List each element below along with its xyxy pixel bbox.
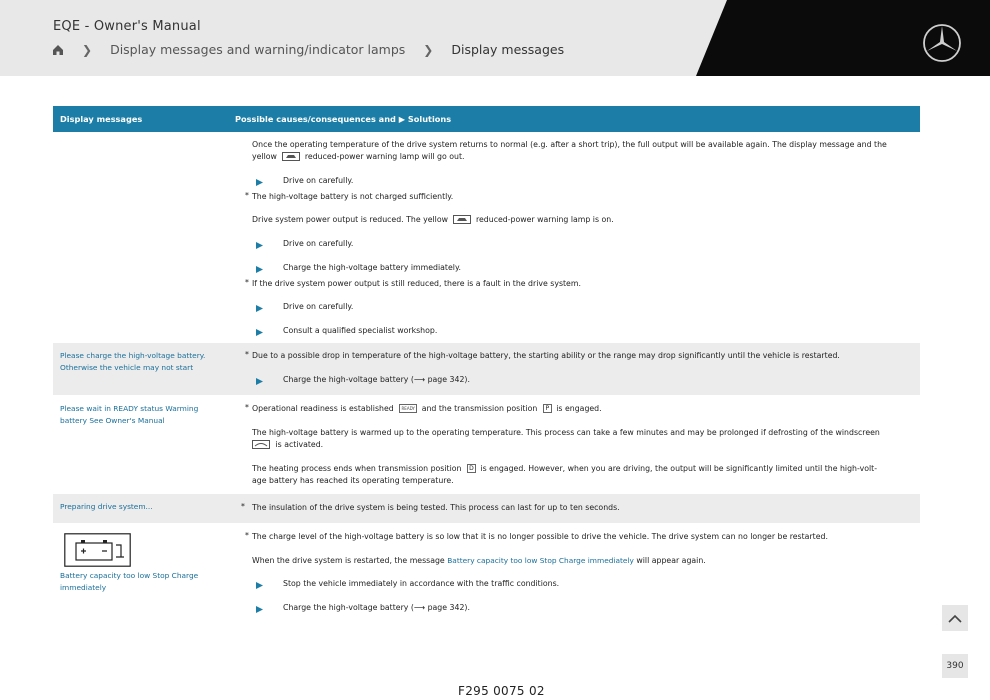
- reduced-power-warning-icon: [453, 215, 471, 224]
- bullet-mark: *: [245, 403, 249, 412]
- text-line: The high-voltage battery is warmed up to the operating temperature. This process can take a few minutes and may be prolonged if defrosting of the windscreen: [252, 428, 880, 437]
- cause-text: Due to a possible drop in temperature of the high-voltage battery, the starting ability or the range may drop significantly until the vehicle is restarted.: [252, 351, 840, 360]
- table-row: [53, 494, 920, 523]
- cause-text: The charge level of the high-voltage battery is so low that it is no longer possible to drive the vehicle. The drive system can no longer be restarted.: [252, 532, 828, 541]
- bullet-mark: *: [241, 502, 245, 511]
- image-code: F295 0075 02: [458, 684, 545, 698]
- breadcrumb-item-display-messages: Display messages: [451, 42, 565, 57]
- display-message-text[interactable]: Battery capacity too low Stop Charge immediately: [60, 571, 199, 592]
- breadcrumb-item-display-messages-lamps[interactable]: Display messages and warning/indicator lamps: [110, 42, 406, 57]
- solution-text[interactable]: Charge the high-voltage battery (⟶ page 342).: [283, 375, 470, 384]
- reduced-power-warning-icon: [282, 152, 300, 161]
- solution-text: Charge the high-voltage battery immediately.: [283, 263, 461, 272]
- table-row: [53, 523, 920, 625]
- text-fragment: will appear again.: [636, 556, 706, 565]
- bullet-mark: *: [245, 531, 249, 540]
- text-fragment: Drive system power output is reduced. The yellow: [252, 215, 448, 224]
- scroll-to-top-button[interactable]: [942, 605, 968, 631]
- solution-arrow-icon: [256, 606, 263, 613]
- gear-p-icon: P: [543, 404, 552, 413]
- text-fragment: yellow: [252, 152, 277, 161]
- text-fragment: Operational readiness is established: [252, 404, 394, 413]
- windscreen-defrost-icon: [252, 440, 270, 449]
- chevron-right-icon: ❯: [82, 42, 93, 57]
- cause-text: [252, 404, 602, 414]
- cause-text: The insulation of the drive system is being tested. This process can last for up to ten seconds.: [252, 503, 620, 512]
- text-line: age battery has reached its operating temperature.: [252, 476, 454, 485]
- text-fragment: is engaged. However, when you are driving, the output will be significantly limited until the high-volt-: [480, 464, 878, 473]
- solution-text: Drive on carefully.: [283, 176, 354, 185]
- table-row: [53, 343, 920, 395]
- text-line: [252, 215, 614, 225]
- text-fragment: and the transmission position: [421, 404, 538, 413]
- display-messages-table: [53, 106, 920, 625]
- page-header: [0, 0, 990, 76]
- solution-text: Drive on carefully.: [283, 302, 354, 311]
- text-fragment: is engaged.: [556, 404, 602, 413]
- text-fragment: When the drive system is restarted, the message: [252, 556, 445, 565]
- text-fragment: reduced-power warning lamp is on.: [475, 215, 614, 224]
- page-number-badge[interactable]: 390: [942, 654, 968, 678]
- solution-arrow-icon: [256, 329, 263, 336]
- solution-text: Drive on carefully.: [283, 239, 354, 248]
- solution-text: Stop the vehicle immediately in accordance with the traffic conditions.: [283, 579, 560, 588]
- table-row: [53, 132, 920, 343]
- text-line: [252, 152, 465, 162]
- header-black-wedge: [0, 0, 990, 76]
- solution-arrow-icon: [256, 582, 263, 589]
- cause-text: If the drive system power output is still reduced, there is a fault in the drive system.: [252, 279, 581, 288]
- mercedes-star-logo: [922, 23, 962, 63]
- ready-indicator-icon: READY: [399, 404, 417, 413]
- chevron-up-icon: [948, 614, 962, 623]
- bullet-mark: *: [245, 191, 249, 200]
- solution-arrow-icon: [256, 378, 263, 385]
- display-message-text[interactable]: Please charge the high-voltage battery. Otherwise the vehicle may not start: [60, 351, 206, 372]
- cause-text: The high-voltage battery is not charged sufficiently.: [252, 192, 454, 201]
- chevron-right-icon: ❯: [423, 42, 434, 57]
- display-message-text[interactable]: Please wait in READY status Warming battery See Owner's Manual: [60, 404, 199, 425]
- text-line: [252, 464, 877, 474]
- solution-text: Consult a qualified specialist workshop.: [283, 326, 438, 335]
- text-line: Once the operating temperature of the drive system returns to normal (e.g. after a short trip), the full output will be available again. The display message and the: [252, 140, 887, 149]
- home-icon[interactable]: [52, 44, 64, 56]
- solution-arrow-icon: [256, 305, 263, 312]
- message-link[interactable]: Battery capacity too low Stop Charge immediately: [447, 556, 634, 565]
- table-row: [53, 395, 920, 494]
- bullet-mark: *: [245, 278, 249, 287]
- display-message-text[interactable]: Preparing drive system...: [60, 502, 153, 511]
- solution-text[interactable]: Charge the high-voltage battery (⟶ page 342).: [283, 603, 470, 612]
- breadcrumb: [52, 42, 564, 57]
- solution-arrow-icon: [256, 242, 263, 249]
- manual-title: EQE - Owner's Manual: [53, 19, 201, 34]
- gear-d-icon: D: [467, 464, 476, 473]
- solution-arrow-icon: [256, 266, 263, 273]
- battery-low-icon: [64, 533, 131, 567]
- column-header-display-messages: Display messages: [60, 114, 143, 124]
- bullet-mark: *: [245, 350, 249, 359]
- text-fragment: reduced-power warning lamp will go out.: [304, 152, 465, 161]
- text-fragment: The heating process ends when transmission position: [252, 464, 462, 473]
- text-line: [252, 556, 706, 565]
- column-header-causes-solutions: Possible causes/consequences and ▶ Solutions: [235, 114, 452, 124]
- solution-arrow-icon: [256, 179, 263, 186]
- text-fragment: is activated.: [275, 440, 324, 449]
- text-line: [252, 440, 323, 450]
- table-header: [53, 106, 920, 132]
